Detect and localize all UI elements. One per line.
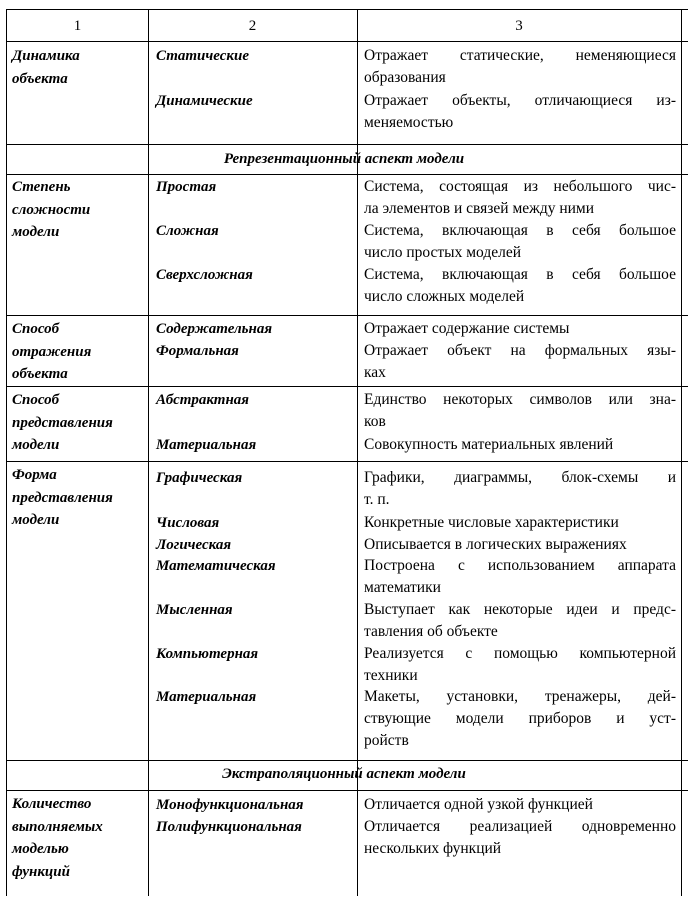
category-line: модели (12, 512, 60, 528)
type-term: Компьютерная (156, 646, 259, 662)
desc-line: ков (364, 413, 386, 430)
category-line: функций (12, 863, 70, 880)
desc-line: ройств (364, 732, 409, 749)
category-line: Динамика (12, 48, 80, 64)
type-description (364, 816, 676, 860)
type-term: Сложная (156, 223, 219, 239)
type-description (364, 340, 676, 384)
row-divider (7, 461, 688, 462)
type-term: Полифункциональная (156, 819, 302, 835)
desc-line: Отражает объекты, отличающиеся из- (364, 92, 676, 109)
desc-line: число простых моделей (364, 244, 521, 261)
type-description (364, 599, 676, 643)
category-line: Способ (12, 392, 60, 408)
type-term: Сверхсложная (156, 267, 253, 283)
row-divider (7, 790, 688, 791)
type-description (364, 220, 676, 264)
type-description (364, 534, 676, 556)
desc-line: Отражает содержание системы (364, 320, 570, 337)
row-category (12, 389, 113, 457)
type-term: Статические (156, 48, 249, 64)
category-line: объекта (12, 366, 68, 382)
category-line: модели (12, 437, 60, 453)
category-line: представления (12, 489, 113, 506)
row-category (12, 176, 90, 244)
desc-line: Отличается реализацией одновременно (364, 818, 676, 835)
row-divider (7, 174, 688, 175)
header-col-2: 2 (248, 18, 257, 34)
category-line: выполняемых (12, 818, 103, 835)
type-term: Математическая (156, 558, 276, 574)
classification-table (6, 9, 688, 896)
type-description (364, 512, 676, 534)
desc-line: Отличается одной узкой функцией (364, 796, 593, 813)
row-category (12, 464, 113, 532)
type-term: Простая (156, 179, 217, 195)
desc-line: тавления об объекте (364, 623, 498, 640)
category-line: представления (12, 414, 113, 431)
type-term: Материальная (156, 689, 257, 705)
desc-line: Макеты, установки, тренажеры, дей- (364, 688, 676, 705)
type-description (364, 434, 676, 456)
desc-line: т. п. (364, 491, 390, 508)
type-description (364, 318, 676, 340)
table-right-border (681, 10, 682, 896)
type-term: Содержательная (156, 321, 273, 337)
category-line: сложности (12, 201, 91, 218)
desc-line: техники (364, 667, 418, 684)
desc-line: число сложных моделей (364, 288, 525, 305)
desc-line: Отражает статические, неменяющиеся (364, 47, 676, 64)
type-term: Абстрактная (156, 392, 250, 408)
category-line: модели (12, 224, 60, 240)
desc-line: Выступает как некоторые идеи и предс- (364, 601, 676, 618)
type-description (364, 176, 676, 220)
category-line: объекта (12, 70, 68, 87)
row-divider (7, 144, 688, 145)
desc-line: Совокупность материальных явлений (364, 436, 614, 453)
desc-line: Единство некоторых символов или зна- (364, 391, 676, 408)
row-category (12, 318, 91, 386)
desc-line: Отражает объект на формальных язы- (364, 342, 676, 359)
category-line: Форма (12, 467, 57, 483)
row-divider (7, 386, 688, 387)
desc-line: Система, состоящая из небольшого чис- (364, 178, 676, 195)
desc-line: Реализуется с помощью компьютерной (364, 645, 676, 662)
desc-line: ла элементов и связей между ними (364, 200, 595, 217)
row-divider (7, 760, 688, 761)
type-description (364, 45, 676, 89)
row-category (12, 793, 103, 883)
desc-line: Описывается в логических выражениях (364, 536, 627, 553)
desc-line: нескольких функций (364, 840, 502, 857)
type-description (364, 555, 676, 599)
desc-line: образования (364, 69, 446, 86)
section-title: Экстраполяционный аспект модели (222, 766, 466, 782)
type-description (364, 90, 676, 134)
desc-line: ках (364, 364, 386, 381)
type-term: Числовая (156, 515, 220, 531)
category-line: Степень (12, 179, 71, 195)
category-line: моделью (12, 841, 69, 857)
type-description (364, 686, 676, 752)
type-term: Графическая (156, 470, 243, 486)
category-line: Способ (12, 321, 60, 337)
section-title: Репрезентационный аспект модели (223, 151, 465, 167)
type-term: Монофункциональная (156, 797, 304, 813)
type-description (364, 467, 676, 511)
type-description (364, 643, 676, 687)
row-divider (7, 315, 688, 316)
type-term: Логическая (156, 537, 232, 553)
header-col-3: 3 (515, 18, 523, 34)
type-term: Мысленная (156, 602, 233, 618)
type-description (364, 794, 676, 816)
category-line: отражения (12, 343, 92, 360)
desc-line: меняемостью (364, 114, 454, 131)
type-term: Формальная (156, 343, 239, 359)
header-divider (7, 41, 688, 42)
type-term: Динамические (156, 93, 253, 109)
desc-line: ствующие модели приборов и уст- (364, 710, 676, 727)
desc-line: Построена с использованием аппарата (364, 557, 676, 574)
desc-line: Графики, диаграммы, блок-схемы и (364, 469, 676, 486)
desc-line: математики (364, 579, 441, 596)
category-line: Количество (12, 796, 92, 812)
row-category (12, 45, 80, 90)
header-col-1: 1 (73, 18, 82, 34)
type-description (364, 389, 676, 433)
type-description (364, 264, 676, 308)
desc-line: Система, включающая в себя большое (364, 266, 676, 283)
desc-line: Система, включающая в себя большое (364, 222, 676, 239)
type-term: Материальная (156, 437, 257, 453)
desc-line: Конкретные числовые характеристики (364, 514, 619, 531)
